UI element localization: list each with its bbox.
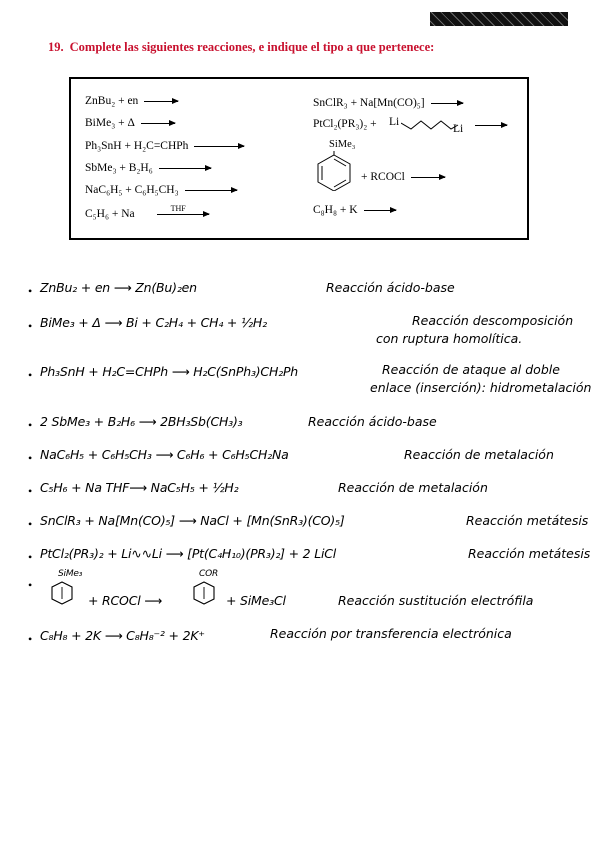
answer-1-type: Reacción ácido-base: [326, 280, 455, 295]
reaction-right-2: PtCl₂(PR₃)₂ +: [313, 118, 377, 130]
answer-9-equation-part2: + SiMe₃Cl: [226, 593, 286, 608]
answer-6-equation: C₅H₆ + Na THF⟶ NaC₅H₅ + ½H₂: [40, 480, 239, 495]
bullet: •: [28, 319, 33, 333]
reaction-left-5: NaC₆H₅ + C₆H₅CH₃: [85, 184, 237, 196]
answer-10-type: Reacción por transferencia electrónica: [270, 626, 512, 641]
bullet: •: [28, 284, 33, 298]
li-chain-left: Li: [389, 116, 400, 128]
answer-6-type: Reacción de metalación: [338, 480, 488, 495]
answer-2-type: Reacción descomposición: [412, 313, 574, 328]
reaction-left-1: ZnBu₂ + en: [85, 95, 178, 107]
reaction-left-3: Ph₃SnH + H₂C=CHPh: [85, 140, 244, 152]
answer-1-equation: ZnBu₂ + en ⟶ Zn(Bu)₂en: [40, 280, 197, 295]
question-title: [48, 40, 434, 55]
answer-3-equation: Ph₃SnH + H₂C=CHPh ⟶ H₂C(SnPh₃)CH₂Ph: [40, 364, 299, 379]
answer-9-equation: + RCOCl ⟶: [88, 593, 162, 608]
bullet: •: [28, 550, 33, 564]
li-chain-right: Li: [453, 123, 464, 135]
benzene-ring-icon: [50, 580, 74, 606]
answer-7-type: Reacción metátesis: [466, 513, 589, 528]
sime3-label: SiMe₃: [329, 139, 356, 150]
answer-2-equation: BiMe₃ + Δ ⟶ Bi + C₂H₄ + CH₄ + ½H₂: [40, 315, 267, 330]
answer-10-equation: C₈H₈ + 2K ⟶ C₈H₈⁻² + 2K⁺: [40, 628, 205, 643]
bullet: •: [28, 368, 33, 382]
answer-3-type-line2: enlace (inserción): hidrometalación: [370, 380, 592, 395]
answer-8-equation: PtCl₂(PR₃)₂ + Li∿∿Li ⟶ [Pt(C₄H₁₀)(PR₃)₂] + 2 LiCl: [40, 546, 337, 561]
reactions-box: [69, 77, 529, 240]
reaction-left-4: SbMe₃ + B₂H₆: [85, 162, 211, 174]
benzene-ring-icon: [192, 580, 216, 606]
answer-5-type: Reacción de metalación: [404, 447, 554, 462]
bullet: •: [28, 517, 33, 531]
redacted-block: [430, 12, 568, 26]
answer-9-type: Reacción sustitución electrófila: [338, 593, 534, 608]
benzene-ring-icon: [314, 151, 354, 191]
bullet: •: [28, 418, 33, 432]
answer-2-type-line2: con ruptura homolítica.: [376, 331, 523, 346]
rcocl-reagent: + RCOCl: [361, 171, 445, 183]
question-number: 19.: [48, 40, 64, 54]
answer-5-equation: NaC₆H₅ + C₆H₅CH₃ ⟶ C₆H₆ + C₆H₅CH₂Na: [40, 447, 289, 462]
answer-3-type: Reacción de ataque al doble: [382, 362, 560, 377]
question-text: Complete las siguientes reacciones, e indique el tipo a que pertenece:: [69, 40, 435, 54]
butyl-chain-icon: [401, 117, 459, 133]
answer-7-equation: SnClR₃ + Na[Mn(CO)₅] ⟶ NaCl + [Mn(SnR₃)(CO)₅]: [40, 513, 345, 528]
bullet: •: [28, 632, 33, 646]
answer-4-equation: 2 SbMe₃ + B₂H₆ ⟶ 2BH₃Sb(CH₃)₃: [40, 414, 243, 429]
answer-9-cor: COR: [199, 569, 219, 579]
answer-4-type: Reacción ácido-base: [308, 414, 437, 429]
reaction-right-4: C₈H₈ + K: [313, 204, 396, 216]
reaction-left-6: C₅H₆ + Na THF: [85, 208, 209, 220]
thf-label: THF: [170, 203, 186, 213]
answer-8-type: Reacción metátesis: [468, 546, 591, 561]
bullet: •: [28, 451, 33, 465]
reaction-left-2: BiMe₃ + Δ: [85, 117, 175, 129]
bullet: •: [28, 578, 33, 592]
answer-9-sime3: SiMe₃: [58, 569, 83, 579]
reaction-right-1: SnClR₃ + Na[Mn(CO)₅]: [313, 97, 463, 109]
bullet: •: [28, 484, 33, 498]
